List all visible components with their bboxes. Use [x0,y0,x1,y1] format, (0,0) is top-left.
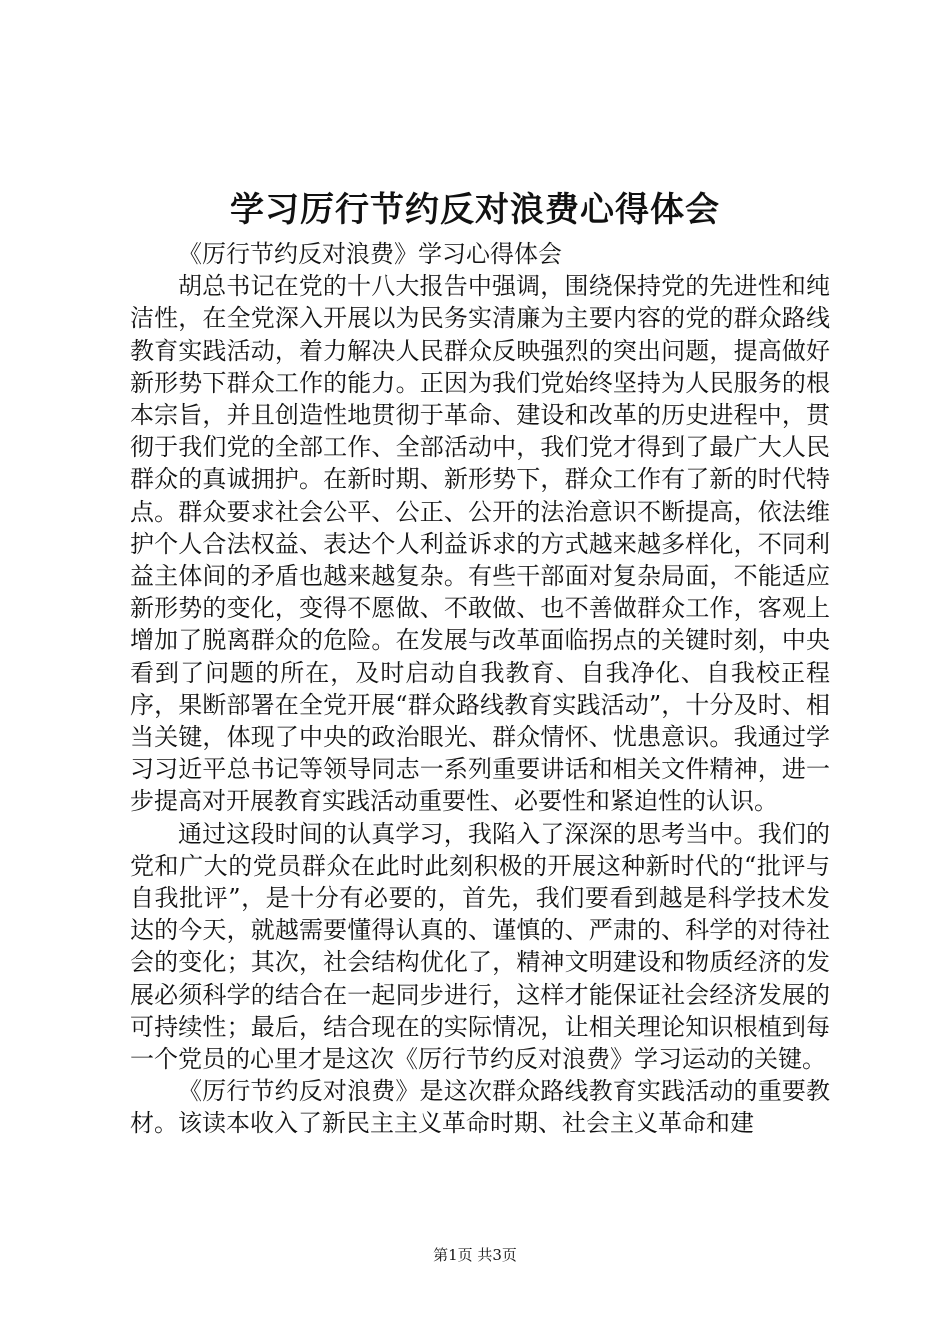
page-footer: 第1页 共3页 [433,1246,517,1264]
document-title: 学习厉行节约反对浪费心得体会 [230,190,720,230]
document-body [130,238,830,1140]
paragraph: 通过这段时间的认真学习，我陷入了深深的思考当中。我们的党和广大的党员群众在此时此刻积极的开展这种新时代的“批评与自我批评”，是十分有必要的，首先，我们要看到越是科学技术发达的今天，就越需要懂得认真的、谨慎的、严肃的、科学的对待社会的变化；其次，社会结构优化了，精神文明建设和物质经济的发展必须科学的结合在一起同步进行，这样才能保证社会经济发展的可持续性；最后，结合现在的实际情况，让相关理论知识根植到每一个党员的心里才是这次《厉行节约反对浪费》学习运动的关键。 [130,819,830,1074]
document-subtitle: 《厉行节约反对浪费》学习心得体会 [178,240,562,268]
paragraph: 《厉行节约反对浪费》是这次群众路线教育实践活动的重要教材。该读本收入了新民主主义革命时期、社会主义革命和建 [130,1077,830,1138]
paragraph: 胡总书记在党的十八大报告中强调，围绕保持党的先进性和纯洁性，在全党深入开展以为民务实清廉为主要内容的党的群众路线教育实践活动，着力解决人民群众反映强烈的突出问题，提高做好新形势下群众工作的能力。正因为我们党始终坚持为人民服务的根本宗旨，并且创造性地贯彻于革命、建设和改革的历史进程中，贯彻于我们党的全部工作、全部活动中，我们党才得到了最广大人民群众的真诚拥护。在新时期、新形势下，群众工作有了新的时代特点。群众要求社会公平、公正、公开的法治意识不断提高，依法维护个人合法权益、表达个人利益诉求的方式越来越多样化，不同利益主体间的矛盾也越来越复杂。有些干部面对复杂局面，不能适应新形势的变化，变得不愿做、不敢做、也不善做群众工作，客观上增加了脱离群众的危险。在发展与改革面临拐点的关键时刻，中央看到了问题的所在，及时启动自我教育、自我净化、自我校正程序，果断部署在全党开展“群众路线教育实践活动”，十分及时、相当关键，体现了中央的政治眼光、群众情怀、忧患意识。我通过学习习近平总书记等领导同志一系列重要讲话和相关文件精神，进一步提高对开展教育实践活动重要性、必要性和紧迫性的认识。 [130,272,830,816]
